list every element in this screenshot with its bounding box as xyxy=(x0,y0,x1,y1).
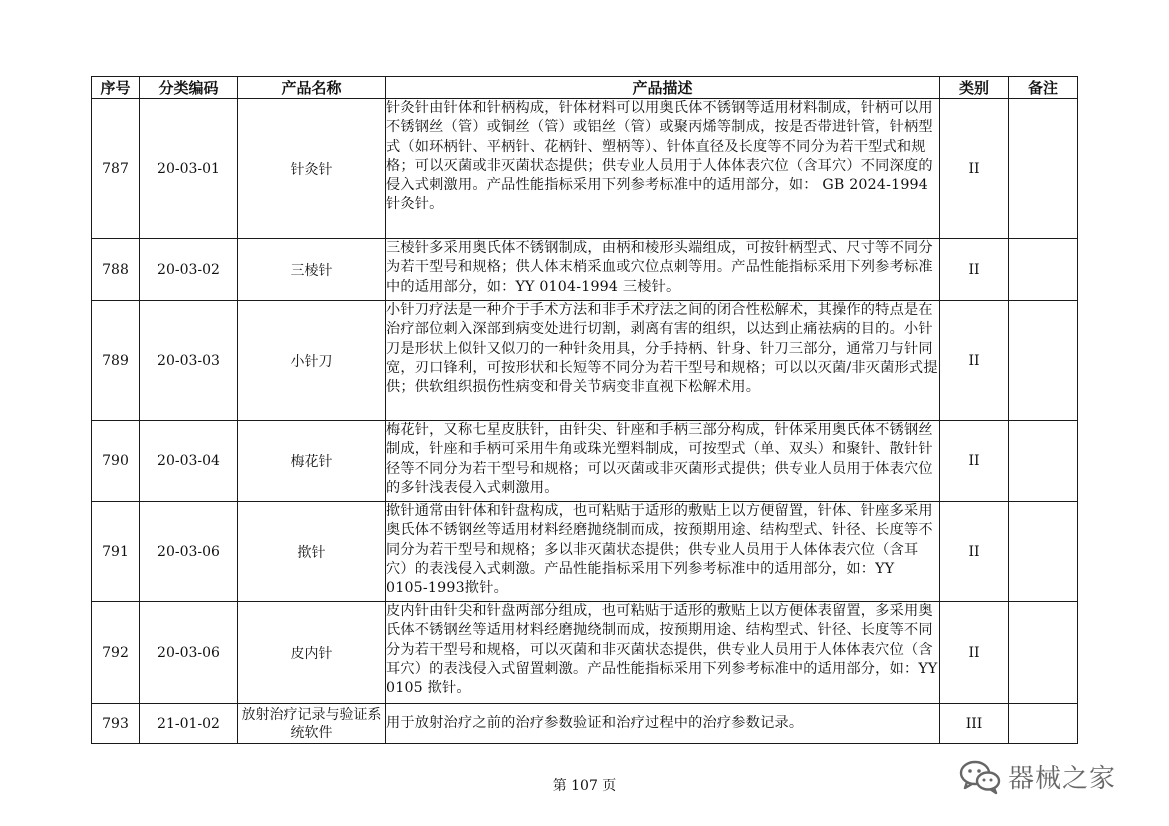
table-header-row xyxy=(92,77,1078,99)
header-desc: 产品描述 xyxy=(386,77,940,99)
cell-code: 20-03-06 xyxy=(140,502,238,602)
cell-category: II xyxy=(940,421,1009,502)
cell-code: 20-03-01 xyxy=(140,99,238,239)
cell-category: II xyxy=(940,602,1009,704)
header-category: 类别 xyxy=(940,77,1009,99)
cell-seq: 791 xyxy=(92,502,140,602)
cell-remark xyxy=(1009,301,1078,421)
watermark xyxy=(958,758,1116,795)
table-row xyxy=(92,602,1078,704)
table-row xyxy=(92,502,1078,602)
cell-name: 揿针 xyxy=(238,502,386,602)
cell-category: III xyxy=(940,704,1009,744)
cell-seq: 793 xyxy=(92,704,140,744)
cell-remark xyxy=(1009,704,1078,744)
cell-category: II xyxy=(940,301,1009,421)
header-remark: 备注 xyxy=(1009,77,1078,99)
cell-name: 小针刀 xyxy=(238,301,386,421)
catalog-table xyxy=(91,76,1078,744)
cell-code: 20-03-04 xyxy=(140,421,238,502)
cell-remark xyxy=(1009,99,1078,239)
cell-category: II xyxy=(940,239,1009,301)
cell-desc: 小针刀疗法是一种介于手术方法和非手术疗法之间的闭合性松解术，其操作的特点是在治疗部位刺入深部到病变处进行切割，剥离有害的组织，以达到止痛祛病的目的。小针刀是形状上似针又似刀的一种针灸用具，分手持柄、针身、针刀三部分，通常刀与针同宽，刃口锋利，可按形状和长短等不同分为若干型号和规格；可以以灭菌/非灭菌形式提供；供软组织损伤性病变和骨关节病变非直视下松解术用。 xyxy=(386,301,940,421)
cell-remark xyxy=(1009,239,1078,301)
table-row xyxy=(92,99,1078,239)
cell-category: II xyxy=(940,502,1009,602)
table-row xyxy=(92,704,1078,744)
cell-name: 针灸针 xyxy=(238,99,386,239)
cell-seq: 787 xyxy=(92,99,140,239)
cell-desc: 梅花针，又称七星皮肤针，由针尖、针座和手柄三部分构成，针体采用奥氏体不锈钢丝制成，针座和手柄可采用牛角或珠光塑料制成，可按型式（单、双头）和聚针、散针针径等不同分为若干型号和规格；可以灭菌或非灭菌形式提供；供专业人员用于体表穴位的多针浅表侵入式刺激用。 xyxy=(386,421,940,502)
watermark-text: 器械之家 xyxy=(1008,764,1117,794)
cell-seq: 790 xyxy=(92,421,140,502)
table-row xyxy=(92,301,1078,421)
table-row xyxy=(92,421,1078,502)
cell-name: 梅花针 xyxy=(238,421,386,502)
cell-desc: 用于放射治疗之前的治疗参数验证和治疗过程中的治疗参数记录。 xyxy=(386,704,940,744)
header-code: 分类编码 xyxy=(140,77,238,99)
cell-category: II xyxy=(940,99,1009,239)
cell-desc: 三棱针多采用奥氏体不锈钢制成，由柄和棱形头端组成，可按针柄型式、尺寸等不同分为若干型号和规格；供人体末梢采血或穴位点刺等用。产品性能指标采用下列参考标准中的适用部分，如：YY 0104-1994 三棱针。 xyxy=(386,239,940,301)
header-name: 产品名称 xyxy=(238,77,386,99)
cell-remark xyxy=(1009,602,1078,704)
cell-seq: 792 xyxy=(92,602,140,704)
page-number: 第 107 页 xyxy=(552,778,617,794)
table-row xyxy=(92,239,1078,301)
cell-desc: 针灸针由针体和针柄构成，针体材料可以用奥氏体不锈钢等适用材料制成，针柄可以用不锈钢丝（管）或铜丝（管）或铝丝（管）或聚丙烯等制成，按是否带进针管，针柄型式（如环柄针、平柄针、花柄针、塑柄等）、针体直径及长度等不同分为若干型式和规格；可以灭菌或非灭菌状态提供；供专业人员用于人体体表穴位（含耳穴）不同深度的侵入式刺激用。产品性能指标采用下列参考标准中的适用部分，如： GB 2024-1994 针灸针。 xyxy=(386,99,940,239)
cell-name: 三棱针 xyxy=(238,239,386,301)
cell-remark xyxy=(1009,502,1078,602)
header-seq: 序号 xyxy=(92,77,140,99)
wechat-icon xyxy=(958,759,1002,795)
cell-desc: 皮内针由针尖和针盘两部分组成，也可粘贴于适形的敷贴上以方便体表留置，多采用奥氏体不锈钢丝等适用材料经磨抛绕制而成，按预期用途、结构型式、针径、长度等不同分为若干型号和规格，可以灭菌和非灭菌状态提供，供专业人员用于人体体表穴位（含耳穴）的表浅侵入式留置刺激。产品性能指标采用下列参考标准中的适用部分，如：YY 0105 揿针。 xyxy=(386,602,940,704)
cell-name: 皮内针 xyxy=(238,602,386,704)
cell-seq: 788 xyxy=(92,239,140,301)
cell-desc: 揿针通常由针体和针盘构成，也可粘贴于适形的敷贴上以方便留置，针体、针座多采用奥氏体不锈钢丝等适用材料经磨抛绕制而成，按预期用途、结构型式、针径、长度等不同分为若干型号和规格；多以非灭菌状态提供；供专业人员用于人体体表穴位（含耳穴）的表浅侵入式刺激。产品性能指标采用下列参考标准中的适用部分，如：YY 0105-1993揿针。 xyxy=(386,502,940,602)
cell-seq: 789 xyxy=(92,301,140,421)
cell-remark xyxy=(1009,421,1078,502)
cell-code: 20-03-06 xyxy=(140,602,238,704)
cell-name: 放射治疗记录与验证系统软件 xyxy=(238,704,386,744)
cell-code: 21-01-02 xyxy=(140,704,238,744)
cell-code: 20-03-03 xyxy=(140,301,238,421)
cell-code: 20-03-02 xyxy=(140,239,238,301)
